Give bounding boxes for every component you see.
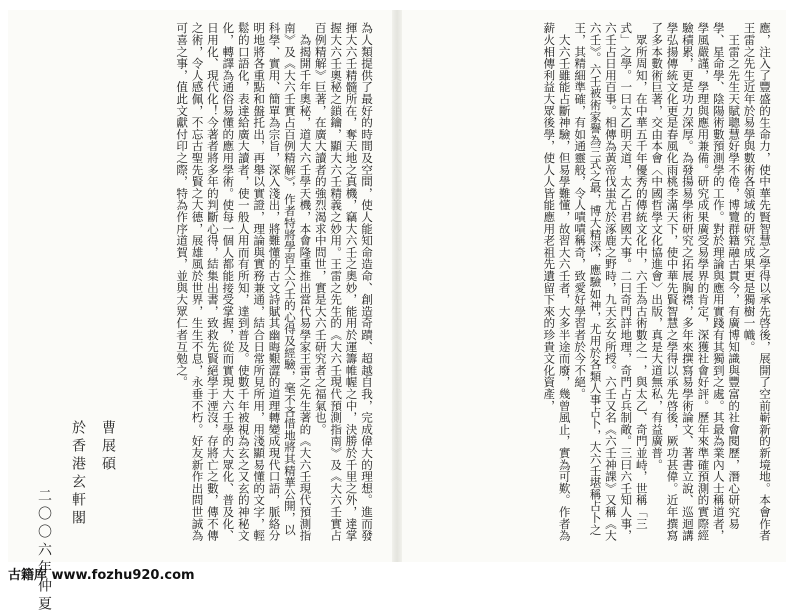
signature-author: 曹展碩 — [100, 420, 116, 474]
site-watermark: 古籍库 www.fozhu920.com — [8, 568, 195, 583]
right-page-body-text: 應，注入了豐盛的生命力，使中華先賢智慧之學得以承先啓後，展開了空前嶄新的新境地。本會作者王雷之先生近年於易學與數術各領域的研究成果更是獨樹一幟。 王雷之先生天賦聰慧好學不倦，博覽群籍融古貫今，有廣博知識與豐富的社會閱歷，潛心研究易學、星命學、陰陽術數預測學的工作。對於理論與應用實踐有其獨到之處。其最為業內人士稱道者，學風嚴謹，學理與應用兼備。研究成果廣受易學界的肯定，深獲社會好評。歷年來準確預測的實際經驗積累，更是功力深厚。為發揚易學術研究之拓展胸襟，多年來撰寫易學術論文、著書立說、巡迴講學弘揚傳統文化更是春風化雨桃李滿天下，使中華先賢智慧之學得以承先啓後，厥功甚偉。近年撰寫了多本數術巨著，交由本會〈中國哲學文化協進會〉出版，真是大道無私，有益廣普。 眾所周知，在中華五千年優秀的傳統文化中，六壬為古術數之一，與太乙、奇門並峙，世稱「三式」之學。一曰太乙明天道，太乙占君國大事。二曰奇門詳地理，奇門占兵制敵。三曰六壬知人事，六壬占日用百事。相傳為黃帝伐蚩尤於涿鹿之野時，九天玄女所授。六壬又名《六壬神課》又稱《大六壬》。六壬被術家譽為三式之最，博大精深，應驗如神，尤用於各類人事占卜，大六壬堪稱占卜之王，其精細準確，有如通靈般，令人嘖嘖稱奇，致愛好學習者於今不絕。 大六壬雖能占斷神驗，但易學難懂，故習大六壬者，大多半途而廢，幾曾風止，實為可歎。作者為薪火相傳利益大眾後學，使人人皆能應用老祖先遺留下來的珍貴文化資產， — [542, 22, 772, 542]
signature-place: 於香港玄軒閣 — [70, 420, 86, 528]
signature-date: 二〇〇六年仲夏 — [36, 488, 52, 614]
book-gutter — [392, 10, 402, 562]
right-page — [402, 10, 786, 562]
left-page-body-text: 為人類提供了最好的時間及空間，使人能知命造命、創造奇蹟、超越自我，完成偉大的理想。進而發揮大六壬精髓所在，奪天地之真機，竊大六壬之奧妙，能用於運籌帷幄之中，決勝於千里之外，達掌握大六壬奧秘之鎖鑰，顯大六壬精義之妙用。王雷之先生的《大六壬現代預測指南》及《大六壬實占百例精解》巨著，在廣大讀者的強烈渴求中問世，實是大六壬研究者之福氣也。 為揭開千年奧秘，道大六壬學天機，本會隆重推出當代易學家王雷之先生著的《大六壬現代預測指南》及《大六壬實占百例精解》，作者特將學習大六壬的心得及經驗，毫不吝惜地將其精華公開，以科學、實用、簡單為宗旨，深入淺出，將難懂的古文詩賦其幽晦艱澀的道理轉變成現代口語，脈絡分明地將各重點和盤托出，再舉以實證，理論與實務兼通，結合日常所見所用，用淺顯易懂的文字，輕鬆的口語化，表達給廣大讀者，使一般人用而有所知，達到普及。使數千年被視為玄之又玄的神秘文化，轉譯為通俗易懂的應用學術。使每一個人都能接受掌握，從而實現大六壬學的大眾化、普及化、日用化、現代化！今著者將多年的判斷心得，結集出書，致救先賢絕學于湮沒，存將亡之數，傳不傳之術，令人感佩，不忘古聖先賢之大德，展雄風於世界，生生不息，永垂不朽。好友新作出問世誠為可喜之事，值此文獻付印之際，特為作序道賀，並與大眾仁者互勉之。 — [175, 22, 374, 542]
